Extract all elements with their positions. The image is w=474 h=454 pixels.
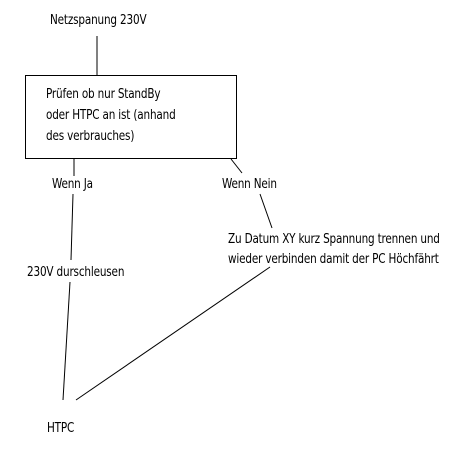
line-wenn-nein-to-trennen [260, 194, 272, 228]
line-durschleusen-to-htpc [63, 282, 70, 400]
target-label: HTPC [47, 420, 75, 436]
check-box-line-2: oder HTPC an ist (anhand [46, 107, 176, 123]
branch-no-action-line-1: Zu Datum XY kurz Spannung trennen und [228, 231, 440, 247]
branch-yes-label: Wenn Ja [52, 176, 93, 192]
branch-no-label: Wenn Nein [222, 176, 277, 192]
line-trennen-to-htpc [76, 267, 270, 400]
line-box-to-wenn-nein [231, 159, 242, 173]
check-box-line-3: des verbrauches) [46, 128, 135, 144]
line-wenn-ja-to-durschleusen [71, 194, 73, 260]
check-box-line-1: Prüfen ob nur StandBy [46, 86, 161, 102]
branch-yes-action: 230V durschleusen [27, 264, 125, 280]
source-label: Netzspanung 230V [50, 12, 147, 28]
branch-no-action-line-2: wieder verbinden damit der PC Höchfährt [228, 251, 439, 267]
